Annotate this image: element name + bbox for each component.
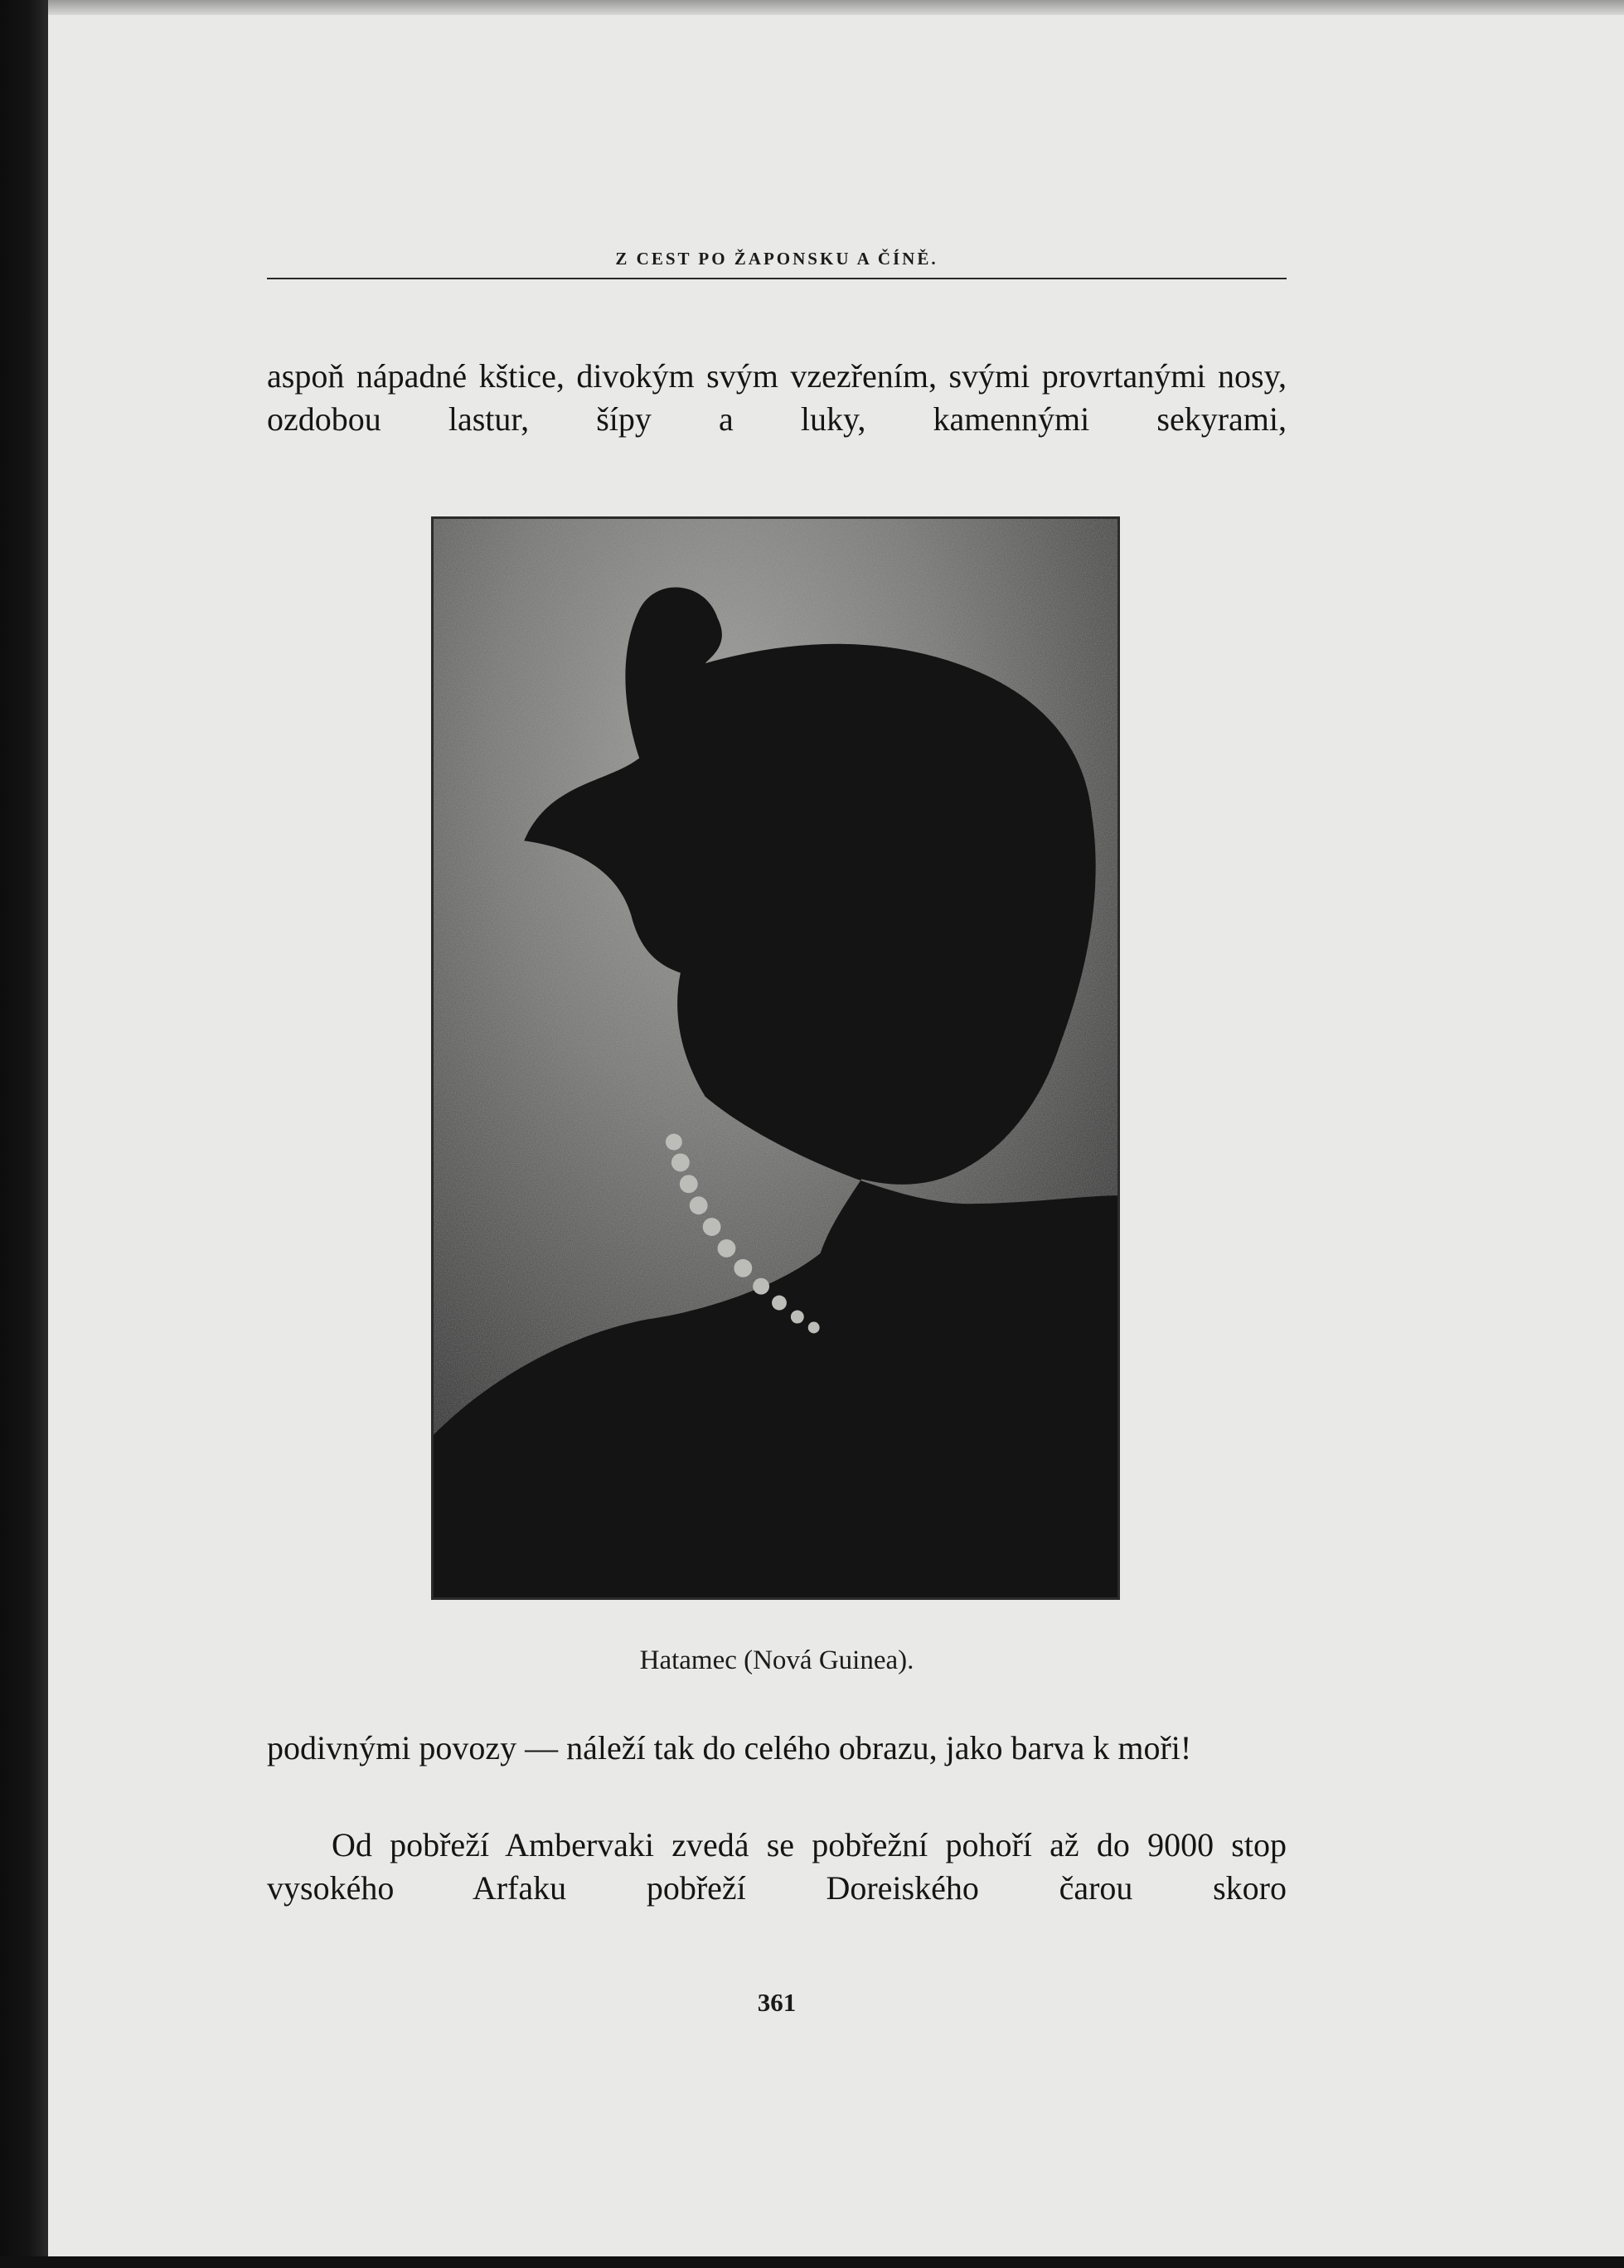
page-number: 361 bbox=[757, 1988, 797, 2017]
paragraph-new bbox=[267, 1824, 1287, 1910]
page-top-edge bbox=[48, 0, 1624, 15]
page-binding-shadow bbox=[0, 0, 48, 2268]
page-bottom-edge bbox=[0, 2256, 1624, 2268]
photograph bbox=[431, 516, 1120, 1600]
paragraph-new-text: Od pobřeží Ambervaki zvedá se pobřežní pohoří až do 9000 stop vysokého Arfaku pobřeží Doreiského čarou skoro bbox=[267, 1826, 1287, 1907]
paragraph-after-photo: podivnými povozy — náleží tak do celého obrazu, jako barva k moři! bbox=[267, 1729, 1192, 1766]
photo-caption: Hatamec (Nová Guinea). bbox=[639, 1645, 914, 1675]
running-header bbox=[267, 249, 1287, 282]
paragraph-continuation: aspoň nápadné kštice, divokým svým vzezřením, svými provrtanými nosy, ozdobou lastur, šípy a luky, kamennými sekyrami, bbox=[267, 357, 1287, 438]
photo-hatamec-portrait bbox=[434, 519, 1117, 1597]
running-header-title: Z CEST PO ŽAPONSKU A ČÍNĚ. bbox=[615, 249, 938, 269]
header-rule bbox=[267, 278, 1287, 279]
